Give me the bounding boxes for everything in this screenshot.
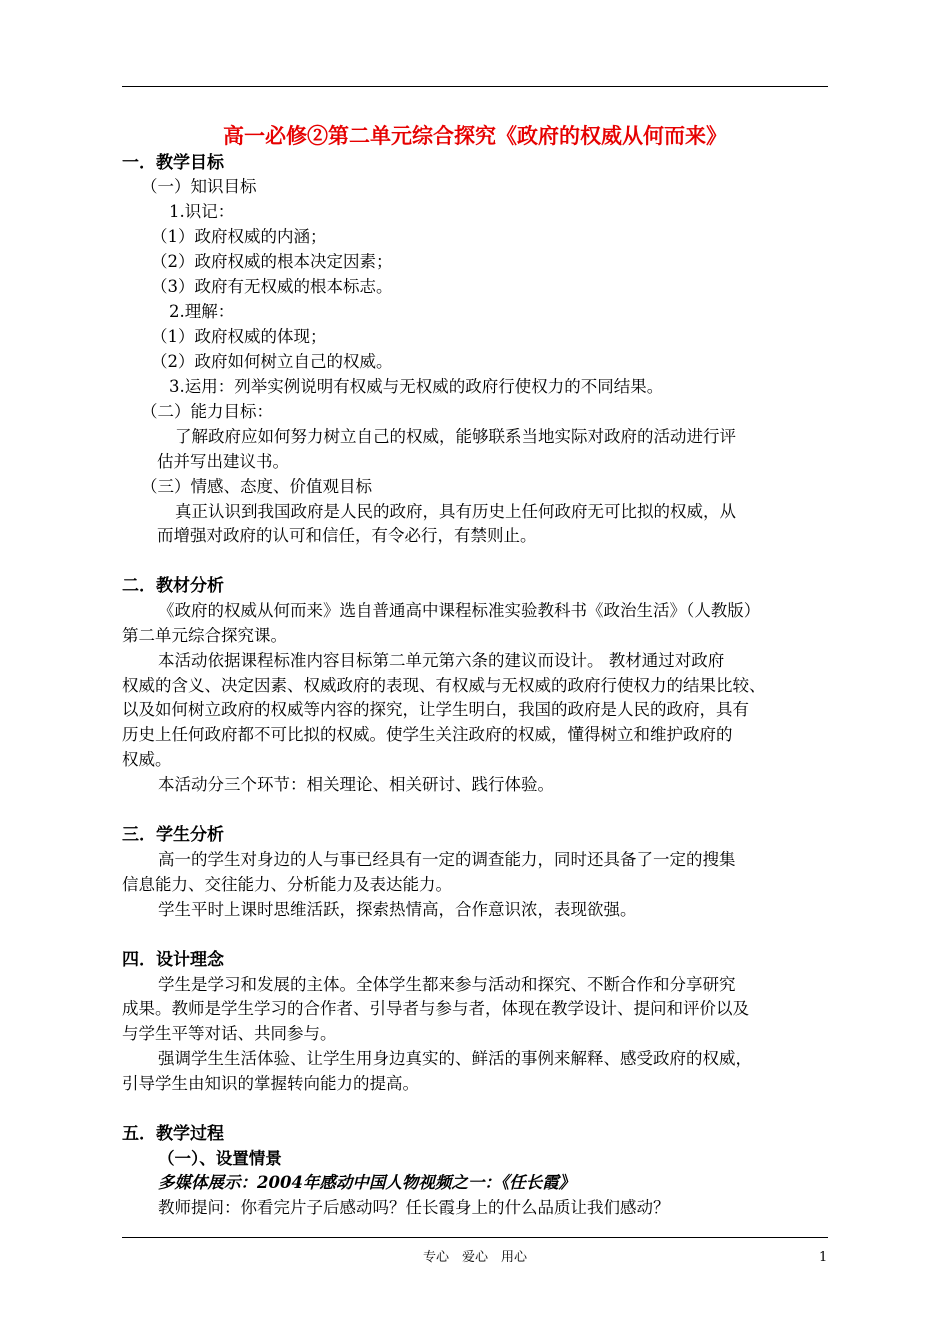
text-line: 本活动分三个环节：相关理论、相关研讨、践行体验。 — [158, 775, 554, 794]
text-line: 本活动依据课程标准内容目标第二单元第六条的建议而设计。 教材通过对政府 — [158, 651, 725, 670]
text-line: 教师提问：你看完片子后感动吗？任长霞身上的什么品质让我们感动？ — [158, 1198, 670, 1217]
text-line: 2.理解： — [169, 302, 235, 321]
text-line: （3）政府有无权威的根本标志。 — [151, 277, 393, 296]
text-line: 1.识记： — [169, 202, 235, 221]
text-line: 信息能力、交往能力、分析能力及表达能力。 — [122, 875, 452, 894]
text-line: 第二单元综合探究课。 — [122, 626, 287, 645]
text-line: 3.运用：列举实例说明有权威与无权威的政府行使权力的不同结果。 — [169, 377, 664, 396]
text-line: （一）知识目标 — [141, 177, 257, 196]
page-number: 1 — [819, 1250, 828, 1265]
footer-rule — [122, 1237, 828, 1238]
text-line: 权威的含义、决定因素、权威政府的表现、有权威与无权威的政府行使权力的结果比较、 — [122, 676, 766, 695]
section-heading: 一．教学目标 — [122, 153, 224, 173]
text-line: （一）、设置情景 — [158, 1149, 282, 1168]
text-line: 估并写出建议书。 — [157, 452, 289, 471]
header-rule — [122, 86, 828, 87]
text-line: （2）政府权威的根本决定因素； — [151, 252, 393, 271]
text-line: 真正认识到我国政府是人民的政府，具有历史上任何政府无可比拟的权威，从 — [175, 502, 736, 521]
page-footer: 专心 爱心 用心 — [422, 1250, 527, 1265]
text-line: 成果。教师是学生学习的合作者、引导者与参与者，体现在教学设计、提问和评价以及 — [122, 999, 749, 1018]
text-line: （1）政府权威的体现； — [151, 327, 327, 346]
text-line: 多媒体展示：2004年感动中国人物视频之一：《任长霞》 — [158, 1173, 576, 1192]
text-line: 与学生平等对话、共同参与。 — [122, 1024, 337, 1043]
text-line: 以及如何树立政府的权威等内容的探究，让学生明白，我国的政府是人民的政府，具有 — [122, 700, 749, 719]
section-heading: 四．设计理念 — [122, 950, 224, 970]
text-line: （二）能力目标： — [141, 402, 273, 421]
document-title: 高一必修②第二单元综合探究《政府的权威从何而来》 — [223, 123, 727, 148]
text-line: 权威。 — [122, 750, 172, 769]
text-line: 强调学生生活体验、让学生用身边真实的、鲜活的事例来解释、感受政府的权威， — [158, 1049, 752, 1068]
text-line: 而增强对政府的认可和信任，有令必行，有禁则止。 — [157, 526, 537, 545]
text-line: 《政府的权威从何而来》选自普通高中课程标准实验教科书《政治生活》（人教版） — [158, 601, 761, 620]
section-heading: 三．学生分析 — [122, 825, 224, 845]
text-line: 了解政府应如何努力树立自己的权威，能够联系当地实际对政府的活动进行评 — [175, 427, 736, 446]
section-heading: 二．教材分析 — [122, 576, 224, 596]
text-line: （三）情感、态度、价值观目标 — [141, 477, 372, 496]
text-line: 引导学生由知识的掌握转向能力的提高。 — [122, 1074, 419, 1093]
text-line: 历史上任何政府都不可比拟的权威。使学生关注政府的权威，懂得树立和维护政府的 — [122, 725, 733, 744]
text-line: 高一的学生对身边的人与事已经具有一定的调查能力，同时还具备了一定的搜集 — [158, 850, 736, 869]
section-heading: 五．教学过程 — [122, 1124, 224, 1144]
text-line: 学生平时上课时思维活跃，探索热情高，合作意识浓，表现欲强。 — [158, 900, 637, 919]
text-line: 学生是学习和发展的主体。全体学生都来参与活动和探究、不断合作和分享研究 — [158, 975, 736, 994]
text-line: （2）政府如何树立自己的权威。 — [151, 352, 393, 371]
text-line: （1）政府权威的内涵； — [151, 227, 327, 246]
